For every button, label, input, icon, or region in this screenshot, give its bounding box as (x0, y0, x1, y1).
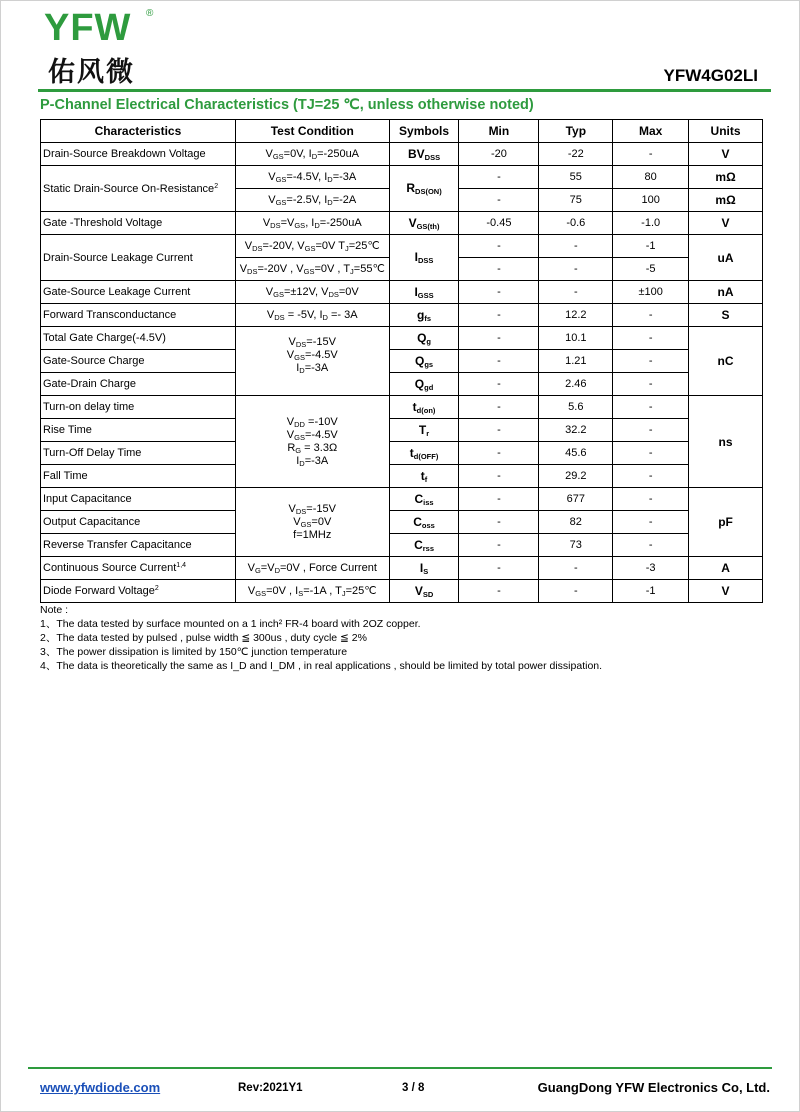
table-row (41, 373, 763, 396)
note-3: 3、The power dissipation is limited by 150℃ junction temperature (40, 646, 348, 658)
min-value: - (459, 304, 539, 327)
max-value: - (613, 419, 689, 442)
notes-heading: Note : (40, 604, 69, 616)
typ-value: - (539, 258, 613, 281)
max-value: -1 (613, 235, 689, 258)
header-min: Min (459, 120, 539, 143)
symbol: $t_f$ (389, 465, 459, 488)
typ-value: 29.2 (539, 465, 613, 488)
test-condition: $V_G=V_D=0V$ , Force Current (235, 557, 389, 580)
typ-value: - (539, 557, 613, 580)
revision-label: Rev:2021Y1 (238, 1082, 303, 1094)
table-row (41, 580, 763, 603)
table-row (41, 396, 763, 419)
table-row (41, 166, 763, 189)
symbol: $C_{iss}$ (389, 488, 459, 511)
symbol: $t_{d(OFF)}$ (389, 442, 459, 465)
symbol: $V_{GS(th)}$ (389, 212, 459, 235)
char-name-text: Diode Forward Voltage (43, 585, 155, 597)
table-row (41, 534, 763, 557)
max-value: -3 (613, 557, 689, 580)
page-number: 3 / 8 (402, 1082, 425, 1094)
min-value: - (459, 373, 539, 396)
char-name (41, 580, 236, 603)
char-name: Reverse Transfer Capacitance (41, 534, 236, 557)
char-name-text: Static Drain-Source On-Resistance (43, 182, 215, 195)
unit: A (689, 557, 763, 580)
typ-value: 2.46 (539, 373, 613, 396)
unit: nC (689, 327, 763, 396)
max-value: - (613, 465, 689, 488)
table-row (41, 465, 763, 488)
max-value: - (613, 534, 689, 557)
typ-value: 677 (539, 488, 613, 511)
header-test-condition: Test Condition (235, 120, 389, 143)
char-name: Drain-Source Leakage Current (41, 235, 236, 281)
min-value: - (459, 235, 539, 258)
typ-value: - (539, 281, 613, 304)
table-row (41, 143, 763, 166)
company-name: GuangDong YFW Electronics Co, Ltd. (537, 1080, 770, 1095)
max-value: - (613, 396, 689, 419)
typ-value: 5.6 (539, 396, 613, 419)
symbol: $Q_{gs}$ (389, 350, 459, 373)
table-row (41, 327, 763, 350)
min-value: - (459, 166, 539, 189)
max-value: - (613, 488, 689, 511)
max-value: 100 (613, 189, 689, 212)
table-row (41, 350, 763, 373)
logo-latin-text: YFW (44, 7, 132, 49)
min-value: -0.45 (459, 212, 539, 235)
header-rule (38, 89, 771, 92)
max-value: 80 (613, 166, 689, 189)
unit: pF (689, 488, 763, 557)
logo-chinese-text: 佑风微 (48, 57, 135, 88)
char-name: Rise Time (41, 419, 236, 442)
header-units: Units (689, 120, 763, 143)
min-value: -20 (459, 143, 539, 166)
typ-value: 45.6 (539, 442, 613, 465)
note-ref: 2 (214, 182, 219, 190)
min-value: - (459, 534, 539, 557)
table-row (41, 304, 763, 327)
char-name: Turn-on delay time (41, 396, 236, 419)
symbol: $Q_g$ (389, 327, 459, 350)
min-value: - (459, 442, 539, 465)
min-value: - (459, 511, 539, 534)
unit: ns (689, 396, 763, 488)
typ-value: - (539, 235, 613, 258)
symbol: $BV_{DSS}$ (389, 143, 459, 166)
typ-value: -22 (539, 143, 613, 166)
unit: V (689, 580, 763, 603)
table-row (41, 235, 763, 258)
min-value: - (459, 350, 539, 373)
test-condition: $V_{DS}=-20V$ , $V_{GS}=0V$ , $T_J=55℃$ (235, 258, 389, 281)
notes-block (40, 603, 602, 673)
min-value: - (459, 580, 539, 603)
table-row (41, 212, 763, 235)
max-value: - (613, 511, 689, 534)
typ-value: 32.2 (539, 419, 613, 442)
char-name: Gate-Source Leakage Current (41, 281, 236, 304)
symbol: $V_{SD}$ (389, 580, 459, 603)
typ-value: 10.1 (539, 327, 613, 350)
note-ref: 1,4 (176, 562, 187, 569)
unit: nA (689, 281, 763, 304)
char-name: Output Capacitance (41, 511, 236, 534)
test-condition: $V_{GS}=\pm 12V$, $V_{DS}=0V$ (235, 281, 389, 304)
note-ref: 2 (154, 585, 159, 592)
symbol: $I_{DSS}$ (389, 235, 459, 281)
max-value: - (613, 442, 689, 465)
note-1: 1、The data tested by surface mounted on a 1 inch² FR-4 board with 2OZ copper. (40, 618, 421, 630)
test-condition: $V_{DS} = -5V$, $I_D =- 3A$ (235, 304, 389, 327)
symbol: $C_{rss}$ (389, 534, 459, 557)
test-condition: $V_{GS}=-4.5V$, $I_D=-3A$ (235, 166, 389, 189)
max-value: ±100 (613, 281, 689, 304)
header-symbols: Symbols (389, 120, 459, 143)
unit: V (689, 212, 763, 235)
table-row (41, 419, 763, 442)
frequency-condition: f=1MHz (293, 529, 332, 541)
test-condition: $V_{GS}=0V$, $I_D=-250uA$ (235, 143, 389, 166)
header-typ: Typ (539, 120, 613, 143)
char-name: Input Capacitance (41, 488, 236, 511)
typ-value: 75 (539, 189, 613, 212)
test-condition: $V_{GS}=-2.5V$, $I_D=-2A$ (235, 189, 389, 212)
typ-value: 55 (539, 166, 613, 189)
symbol: $Q_{gd}$ (389, 373, 459, 396)
test-condition: $V_{GS}=0V$ , $I_S=-1A$ , $T_J=25℃$ (235, 580, 389, 603)
symbol: $t_{d(on)}$ (389, 396, 459, 419)
min-value: - (459, 488, 539, 511)
char-name: Fall Time (41, 465, 236, 488)
table-header-row (41, 120, 763, 143)
min-value: - (459, 258, 539, 281)
table-row (41, 442, 763, 465)
char-name: Total Gate Charge(-4.5V) (41, 327, 236, 350)
max-value: -1 (613, 580, 689, 603)
header-characteristics: Characteristics (41, 120, 236, 143)
unit: uA (689, 235, 763, 281)
table-row (41, 488, 763, 511)
char-name: Drain-Source Breakdown Voltage (41, 143, 236, 166)
typ-value: 82 (539, 511, 613, 534)
note-4: 4、The data is theoretically the same as I_D and I_DM , in real applications , should be limited by total power dissipation. (40, 660, 603, 672)
min-value: - (459, 281, 539, 304)
max-value: - (613, 327, 689, 350)
registered-mark: ® (146, 8, 154, 19)
website-link[interactable]: www.yfwdiode.com (40, 1080, 161, 1095)
test-condition: $V_{DS}=-20V$, $V_{GS}=0V$ $T_J=25℃$ (235, 235, 389, 258)
max-value: -1.0 (613, 212, 689, 235)
symbol: $g_{fs}$ (389, 304, 459, 327)
unit: V (689, 143, 763, 166)
company-logo (44, 8, 159, 88)
symbol: $I_S$ (389, 557, 459, 580)
typ-value: 73 (539, 534, 613, 557)
symbol: $R_{DS(ON)}$ (389, 166, 459, 212)
min-value: - (459, 465, 539, 488)
table-row (41, 557, 763, 580)
min-value: - (459, 419, 539, 442)
symbol: $I_{GSS}$ (389, 281, 459, 304)
max-value: - (613, 373, 689, 396)
note-2: 2、The data tested by pulsed , pulse width ≦ 300us , duty cycle ≦ 2% (40, 632, 367, 644)
part-number: YFW4G02LI (663, 66, 758, 85)
header-max: Max (613, 120, 689, 143)
min-value: - (459, 189, 539, 212)
symbol: $T_r$ (389, 419, 459, 442)
test-condition: $V_{DS}=-15V$ $V_{GS}=0V$ f=1MHz (235, 488, 389, 557)
char-name: Gate-Drain Charge (41, 373, 236, 396)
typ-value: -0.6 (539, 212, 613, 235)
unit: mΩ (689, 189, 763, 212)
min-value: - (459, 327, 539, 350)
min-value: - (459, 396, 539, 419)
char-name: Gate-Source Charge (41, 350, 236, 373)
unit: mΩ (689, 166, 763, 189)
table-row (41, 511, 763, 534)
section-title: P-Channel Electrical Characteristics (TJ=25 ℃, unless otherwise noted) (40, 97, 534, 113)
max-value: - (613, 143, 689, 166)
footer-rule (28, 1067, 772, 1069)
test-condition: $V_{DD} =-10V$ $V_{GS}=-4.5V$ $R_G = 3.3\Omega$ $I_D=-3A$ (235, 396, 389, 488)
unit: S (689, 304, 763, 327)
char-name: Forward Transconductance (41, 304, 236, 327)
test-condition: $V_{DS}=V_{GS}$, $I_D=-250uA$ (235, 212, 389, 235)
test-condition: $V_{DS}=-15V$ $V_{GS}=-4.5V$ $I_D=-3A$ (235, 327, 389, 396)
table-row (41, 281, 763, 304)
max-value: - (613, 304, 689, 327)
symbol: $C_{oss}$ (389, 511, 459, 534)
typ-value: 1.21 (539, 350, 613, 373)
max-value: - (613, 350, 689, 373)
typ-value: - (539, 580, 613, 603)
max-value: -5 (613, 258, 689, 281)
char-name-text: Continuous Source Current (43, 562, 177, 574)
characteristics-table (40, 119, 763, 603)
char-name (41, 557, 236, 580)
char-name: Turn-Off Delay Time (41, 442, 236, 465)
char-name (41, 166, 236, 212)
min-value: - (459, 557, 539, 580)
typ-value: 12.2 (539, 304, 613, 327)
char-name: Gate -Threshold Voltage (41, 212, 236, 235)
